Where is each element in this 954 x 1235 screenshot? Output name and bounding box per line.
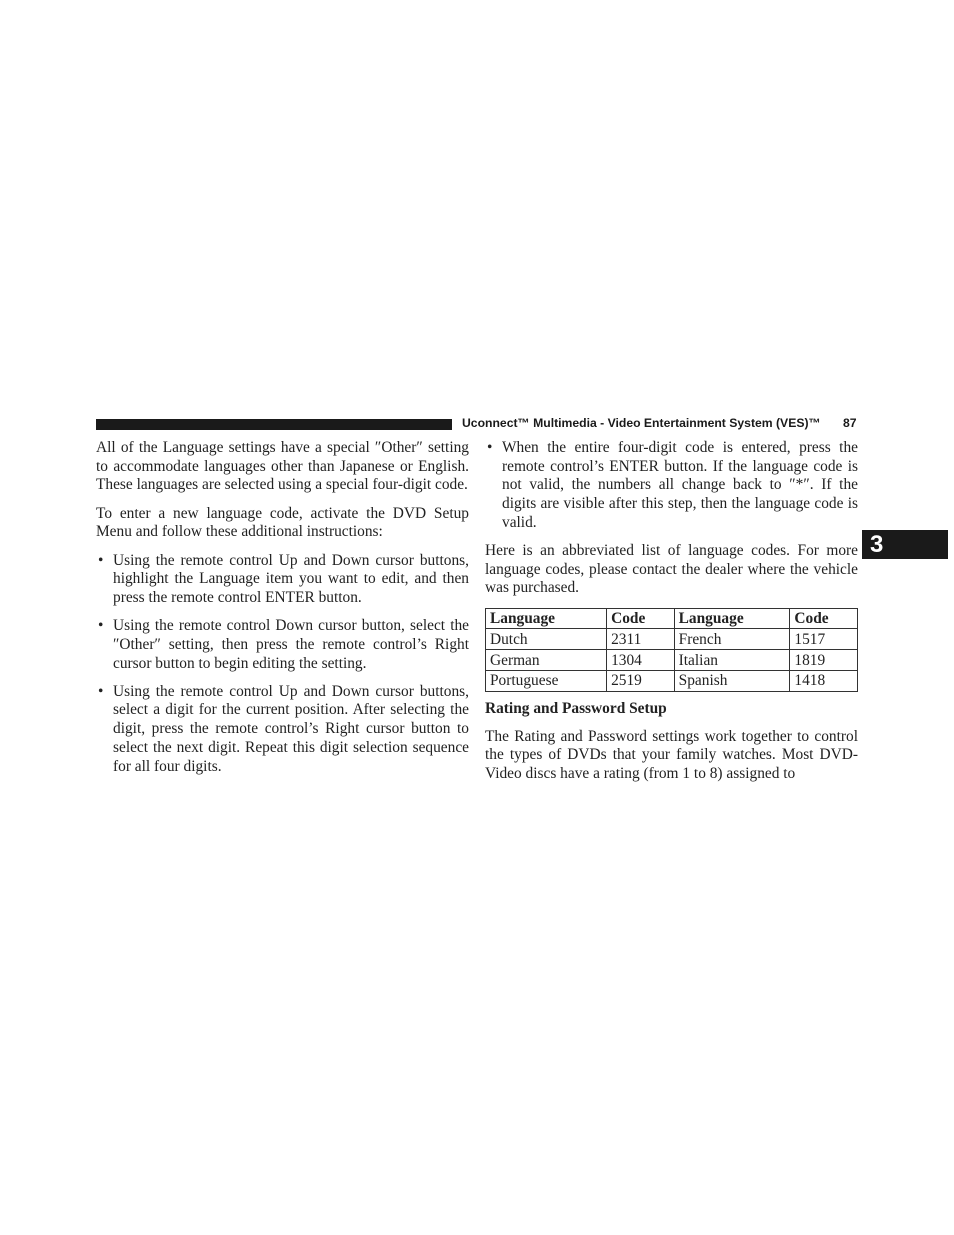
running-header-title: Uconnect™ Multimedia - Video Entertainment System (VES)™ <box>462 416 821 430</box>
table-cell: 1304 <box>607 650 675 671</box>
list-item <box>96 552 469 608</box>
paragraph-enter-code: To enter a new language code, activate the DVD Setup Menu and follow these additional instructions: <box>96 504 469 541</box>
table-cell: French <box>674 629 790 650</box>
table-row <box>486 671 858 692</box>
right-column <box>485 439 858 793</box>
table-cell: Spanish <box>674 671 790 692</box>
list-item <box>96 683 469 777</box>
bullet-icon: • <box>98 551 104 569</box>
chapter-tab: 3 <box>862 530 948 559</box>
left-column <box>96 439 469 786</box>
paragraph-rating-password: The Rating and Password settings work together to control the types of DVDs that your family watches. Most DVD-Video discs have a rating (from 1 to 8) assigned to <box>485 727 858 782</box>
bullet-icon: • <box>98 617 104 635</box>
list-item <box>485 439 858 533</box>
table-cell: 1418 <box>790 671 858 692</box>
table-cell: Italian <box>674 650 790 671</box>
column-header: Language <box>674 608 790 629</box>
page-number: 87 <box>843 416 857 430</box>
table-cell: Dutch <box>486 629 607 650</box>
table-row <box>486 650 858 671</box>
header-rule <box>96 419 452 430</box>
column-header: Code <box>607 608 675 629</box>
bullet-icon: • <box>487 439 493 456</box>
table-row <box>486 629 858 650</box>
table-cell: Portuguese <box>486 671 607 692</box>
table-cell: 1819 <box>790 650 858 671</box>
column-header: Language <box>486 608 607 629</box>
table-header-row <box>486 608 858 629</box>
table-cell: German <box>486 650 607 671</box>
column-header: Code <box>790 608 858 629</box>
list-item-text: Using the remote control Down cursor button, select the ″Other″ setting, then press the remote control’s Right cursor button to begin editing the setting. <box>113 617 469 672</box>
table-cell: 1517 <box>790 629 858 650</box>
list-item-text: When the entire four-digit code is entered, press the remote control’s ENTER button. If the language code is not valid, the numbers all change back to ″*″. If the digits are visible after this step, then the language code is valid. <box>502 439 858 531</box>
paragraph-other-setting: All of the Language settings have a special ″Other″ setting to accommodate languages other than Japanese or English. These languages are selected using a special four-digit code. <box>96 439 469 494</box>
list-item-text: Using the remote control Up and Down cursor buttons, highlight the Language item you want to edit, and then press the remote control ENTER button. <box>113 551 469 606</box>
list-item <box>96 617 469 673</box>
paragraph-language-codes: Here is an abbreviated list of language codes. For more language codes, please contact the dealer where the vehicle was purchased. <box>485 542 858 597</box>
language-code-table <box>485 608 858 692</box>
table-cell: 2519 <box>607 671 675 692</box>
instruction-list <box>96 552 469 777</box>
bullet-icon: • <box>98 682 104 700</box>
table-cell: 2311 <box>607 629 675 650</box>
section-heading: Rating and Password Setup <box>485 699 667 717</box>
instruction-list-continued <box>485 439 858 533</box>
list-item-text: Using the remote control Up and Down cursor buttons, select a digit for the current position. After selecting the digit, press the remote control’s Right cursor button to select the next digit. Repeat this digit selection sequence for all four digits. <box>113 682 469 775</box>
